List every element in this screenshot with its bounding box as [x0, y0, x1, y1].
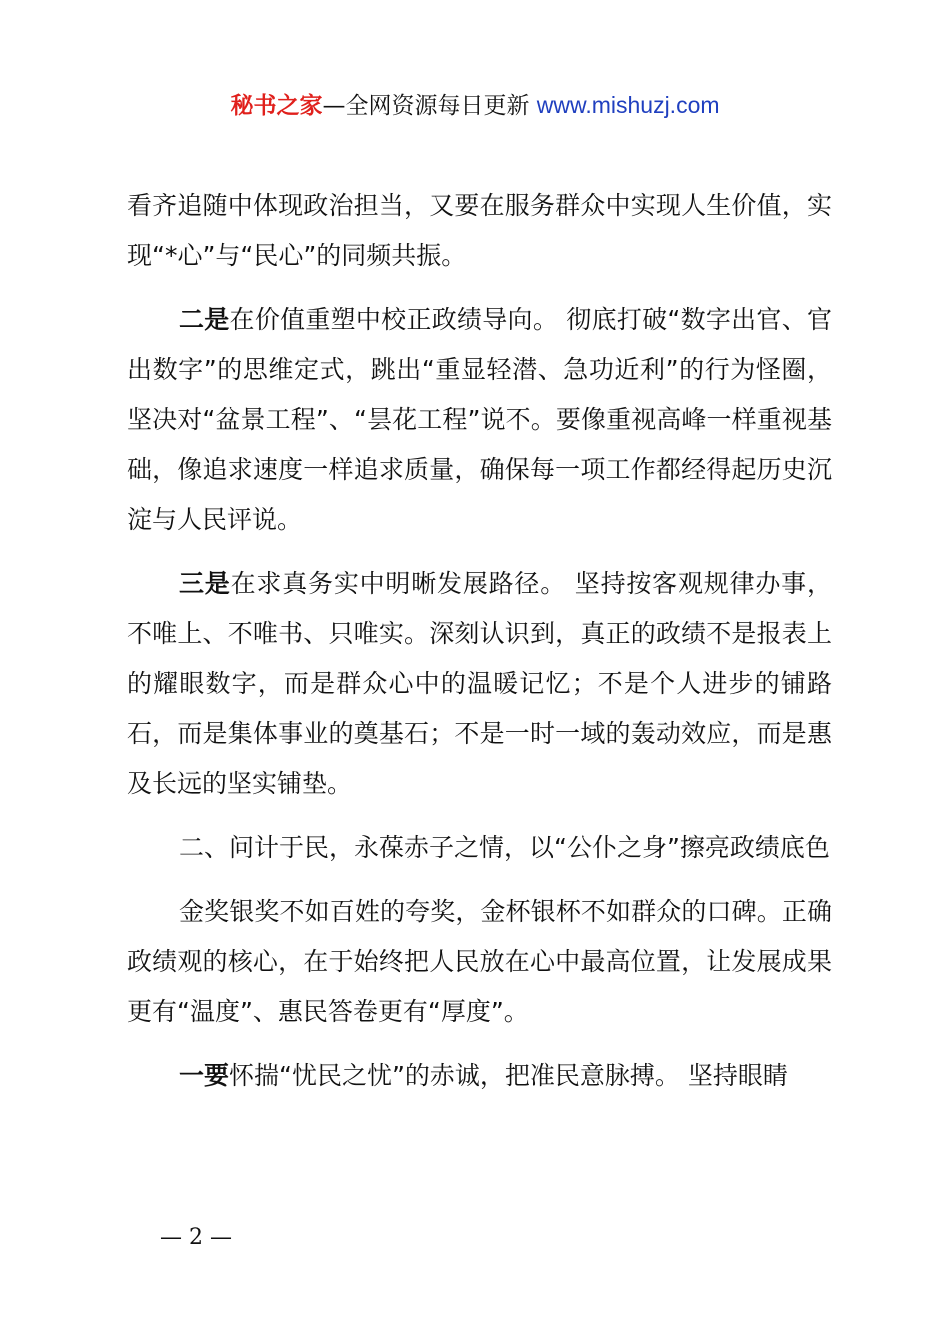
- paragraph-text: 怀揣“忧民之忧”的赤诚，把准民意脉搏。 坚持眼睛: [229, 1061, 788, 1090]
- site-tagline: —全网资源每日更新: [322, 93, 537, 119]
- paragraph-5: [127, 887, 832, 1037]
- paragraph-lead: 一要: [179, 1061, 230, 1090]
- paragraph-1: [127, 181, 832, 281]
- site-header: [0, 88, 950, 123]
- paragraph-lead: 二是: [179, 305, 230, 334]
- paragraph-6: [127, 1051, 832, 1101]
- paragraph-text: 金奖银奖不如百姓的夸奖，金杯银杯不如群众的口碑。正确政绩观的核心，在于始终把人民放在心中最高位置，让发展成果更有“温度”、惠民答卷更有“厚度”。: [127, 897, 832, 1026]
- paragraph-3: [127, 559, 832, 809]
- section-heading-text: 二、问计于民，永葆赤子之情，以“公仆之身”擦亮政绩底色: [179, 833, 830, 862]
- document-body: [127, 181, 832, 1115]
- paragraph-text: 在价值重塑中校正政绩导向。 彻底打破“数字出官、官出数字”的思维定式，跳出“重显轻潜、急功近利”的行为怪圈，坚决对“盆景工程”、“昙花工程”说不。要像重视高峰一样重视基础，像追求速度一样追求质量，确保每一项工作都经得起历史沉淀与人民评说。: [127, 305, 832, 534]
- section-heading: [127, 823, 832, 873]
- paragraph-text: 看齐追随中体现政治担当，又要在服务群众中实现人生价值，实现“*心”与“民心”的同频共振。: [127, 191, 832, 270]
- paragraph-2: [127, 295, 832, 545]
- page-number: — 2 —: [160, 1225, 232, 1250]
- site-url[interactable]: www.mishuzj.com: [536, 92, 720, 118]
- paragraph-lead: 三是: [179, 569, 231, 598]
- paragraph-text: 在求真务实中明晰发展路径。 坚持按客观规律办事，不唯上、不唯书、只唯实。深刻认识到，真正的政绩不是报表上的耀眼数字，而是群众心中的温暖记忆；不是个人进步的铺路石，而是集体事业的奠基石；不是一时一域的轰动效应，而是惠及长远的坚实铺垫。: [127, 569, 832, 798]
- site-brand: 秘书之家: [230, 93, 323, 119]
